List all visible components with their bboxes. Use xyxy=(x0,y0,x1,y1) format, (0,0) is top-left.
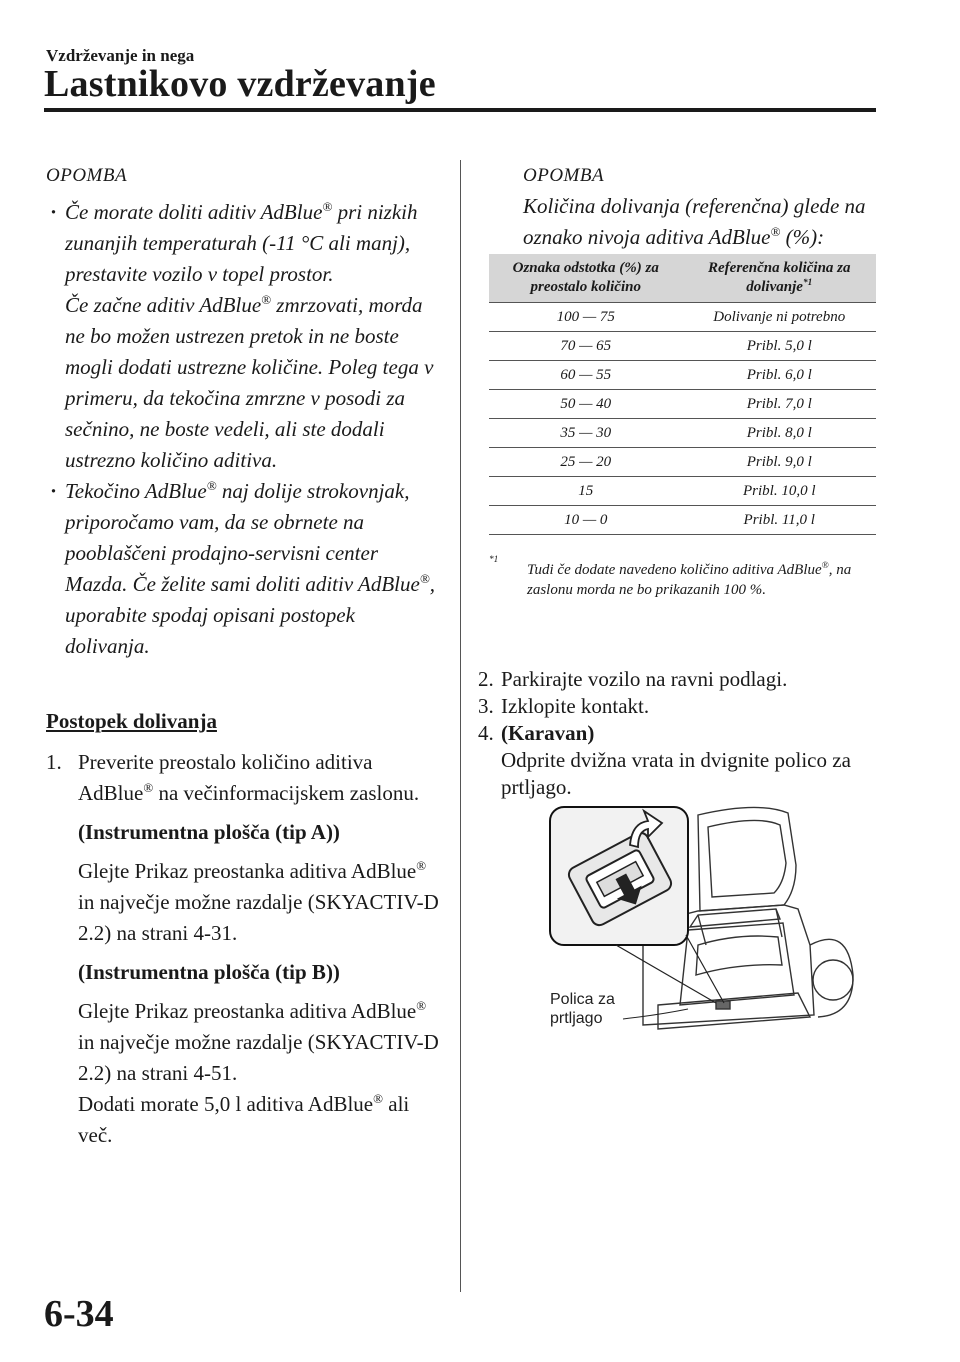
quantity-cell: Dolivanje ni potrebno xyxy=(683,303,877,332)
column-divider xyxy=(460,160,461,1292)
percentage-cell: 60 — 55 xyxy=(489,361,683,390)
percentage-cell: 25 — 20 xyxy=(489,448,683,477)
steps-list xyxy=(478,666,878,801)
quantity-cell: Pribl. 9,0 l xyxy=(683,448,877,477)
table-row xyxy=(489,506,876,535)
table-row xyxy=(489,332,876,361)
quantity-cell: Pribl. 8,0 l xyxy=(683,419,877,448)
note-item-cold-temperature: · Če morate doliti aditiv AdBlue® pri nizkih zunanjih temperaturah (-11 °C ali manj), prestavite vozilo v topel prostor. Če začne aditiv AdBlue® zmrzovati, morda ne bo možen ustrezen pretok in ne boste mogli dodati ustrezne količine. Poleg tega v primeru, da tekočina zmrzne v posodi za sečnino, ne boste vedeli, ali ste dodali ustrezno količino aditiva. xyxy=(46,197,441,476)
reference-type-a: Glejte Prikaz preostanka aditiva AdBlue® in največje možne razdalje (SKYACTIV-D 2.2) na strani 4-31. xyxy=(78,858,439,945)
figure-label: Polica za prtljago xyxy=(550,991,615,1027)
subheading-type-b: (Instrumentna plošča (tip B)) xyxy=(78,960,340,984)
step-4-text: Odprite dvižna vrata in dvignite polico za prtljago. xyxy=(501,748,851,799)
percentage-cell: 70 — 65 xyxy=(489,332,683,361)
table-row xyxy=(489,448,876,477)
right-column xyxy=(478,160,878,253)
minimum-amount-text: Dodati morate 5,0 l aditiva AdBlue® ali več. xyxy=(78,1091,410,1147)
note-heading: OPOMBA xyxy=(46,165,128,186)
step-2: 2. Parkirajte vozilo na ravni podlagi. xyxy=(478,667,788,691)
table-row xyxy=(489,303,876,332)
quantity-cell: Pribl. 5,0 l xyxy=(683,332,877,361)
step-3: 3. Izklopite kontakt. xyxy=(478,694,650,718)
procedure-heading: Postopek dolivanja xyxy=(46,709,217,733)
note-item-dealer: · Tekočino AdBlue® naj dolije strokovnjak, priporočamo vam, da se obrnete na pooblaščeni prodajno-servisni center Mazda. Če želite sami doliti aditiv AdBlue®, uporabite spodaj opisani postopek dolivanja. xyxy=(46,476,441,662)
quantity-cell: Pribl. 11,0 l xyxy=(683,506,877,535)
percentage-cell: 35 — 30 xyxy=(489,419,683,448)
table-header-row xyxy=(489,254,876,303)
left-column xyxy=(46,160,441,1151)
section-label: Vzdrževanje in nega xyxy=(46,46,195,65)
refill-reference-table xyxy=(489,254,876,535)
quantity-cell: Pribl. 10,0 l xyxy=(683,477,877,506)
note-heading-right: OPOMBA xyxy=(523,165,605,186)
percentage-cell: 50 — 40 xyxy=(489,390,683,419)
table-row xyxy=(489,361,876,390)
table-row xyxy=(489,390,876,419)
note-intro: Količina dolivanja (referenčna) glede na oznako nivoja aditiva AdBlue® (%): xyxy=(523,194,866,249)
step-1-text: Preverite preostalo količino aditiva AdBlue® na večinformacijskem zaslonu. xyxy=(78,750,420,805)
step-4: 4. (Karavan) xyxy=(478,721,595,745)
quantity-cell: Pribl. 7,0 l xyxy=(683,390,877,419)
page-title: Lastnikovo vzdrževanje xyxy=(44,63,436,105)
quantity-cell: Pribl. 6,0 l xyxy=(683,361,877,390)
subheading-type-a: (Instrumentna plošča (tip A)) xyxy=(78,820,340,844)
table-row xyxy=(489,419,876,448)
step-number: 1. xyxy=(46,750,62,774)
table-header-quantity: Referenčna količina za dolivanje$^{*1}$ xyxy=(683,254,877,303)
header-rule xyxy=(44,108,876,112)
table-header-percentage: Oznaka odstotka (%) za preostalo količino xyxy=(489,254,683,303)
reference-type-b: Glejte Prikaz preostanka aditiva AdBlue® in največje možne razdalje (SKYACTIV-D 2.2) na strani 4-51. xyxy=(78,998,439,1085)
percentage-cell: 15 xyxy=(489,477,683,506)
table-row xyxy=(489,477,876,506)
percentage-cell: 10 — 0 xyxy=(489,506,683,535)
step-1 xyxy=(46,747,441,1151)
page-number: 6-34 xyxy=(44,1293,114,1335)
percentage-cell: 100 — 75 xyxy=(489,303,683,332)
table-footnote: *1 Tudi če dodate navedeno količino aditiva AdBlue®, na zaslonu morda ne bo prikazanih 100 %. xyxy=(489,555,852,598)
